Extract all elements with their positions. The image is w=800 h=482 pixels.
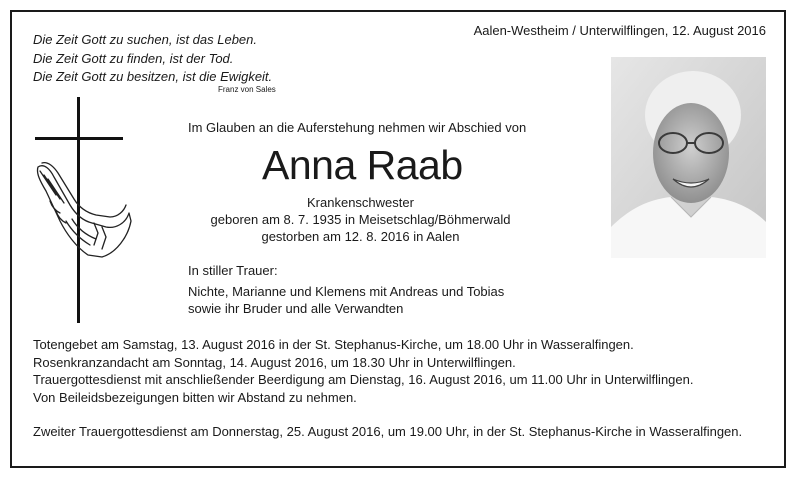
- service-info: [33, 336, 693, 406]
- service-line: Von Beileidsbezeigungen bitten wir Abstand zu nehmen.: [33, 389, 357, 405]
- portrait-illustration: [611, 57, 766, 258]
- second-service: Zweiter Trauergottesdienst am Donnerstag, 25. August 2016, um 19.00 Uhr, in der St. Stephanus-Kirche in Wasseralfingen.: [33, 424, 743, 439]
- intro-text: Im Glauben an die Auferstehung nehmen wir Abschied von: [188, 120, 527, 135]
- portrait-photo: [611, 57, 766, 258]
- praying-hands-icon: [36, 161, 132, 259]
- mourners-label: In stiller Trauer:: [188, 263, 278, 278]
- service-line: Rosenkranzandacht am Sonntag, 14. August 2016, um 18.30 Uhr in Unterwilflingen.: [33, 354, 516, 370]
- mourners-line: sowie ihr Bruder und alle Verwandten: [188, 301, 404, 316]
- mourners-list: [188, 283, 504, 317]
- service-line: Trauergottesdienst mit anschließender Beerdigung am Dienstag, 16. August 2016, um 11.00 Uhr in Unterwilflingen.: [33, 372, 694, 387]
- quote-line: Die Zeit Gott zu finden, ist der Tod.: [33, 50, 234, 66]
- deceased-name: Anna Raab: [262, 142, 463, 188]
- death-info: gestorben am 12. 8. 2016 in Aalen: [261, 229, 460, 244]
- deceased-details: [208, 194, 513, 245]
- birth-info: geboren am 8. 7. 1935 in Meisetschlag/Böhmerwald: [210, 212, 511, 227]
- mourners-line: Nichte, Marianne und Klemens mit Andreas und Tobias: [188, 284, 505, 299]
- place-date: Aalen-Westheim / Unterwilflingen, 12. August 2016: [473, 23, 766, 38]
- quote-line: Die Zeit Gott zu suchen, ist das Leben.: [33, 32, 258, 47]
- quote-block: [33, 31, 272, 87]
- quote-author: Franz von Sales: [218, 85, 276, 94]
- quote-line: Die Zeit Gott zu besitzen, ist die Ewigkeit.: [33, 69, 273, 84]
- service-line: Totengebet am Samstag, 13. August 2016 in der St. Stephanus-Kirche, um 18.00 Uhr in Wasseralfingen.: [33, 337, 634, 352]
- profession: Krankenschwester: [307, 195, 414, 210]
